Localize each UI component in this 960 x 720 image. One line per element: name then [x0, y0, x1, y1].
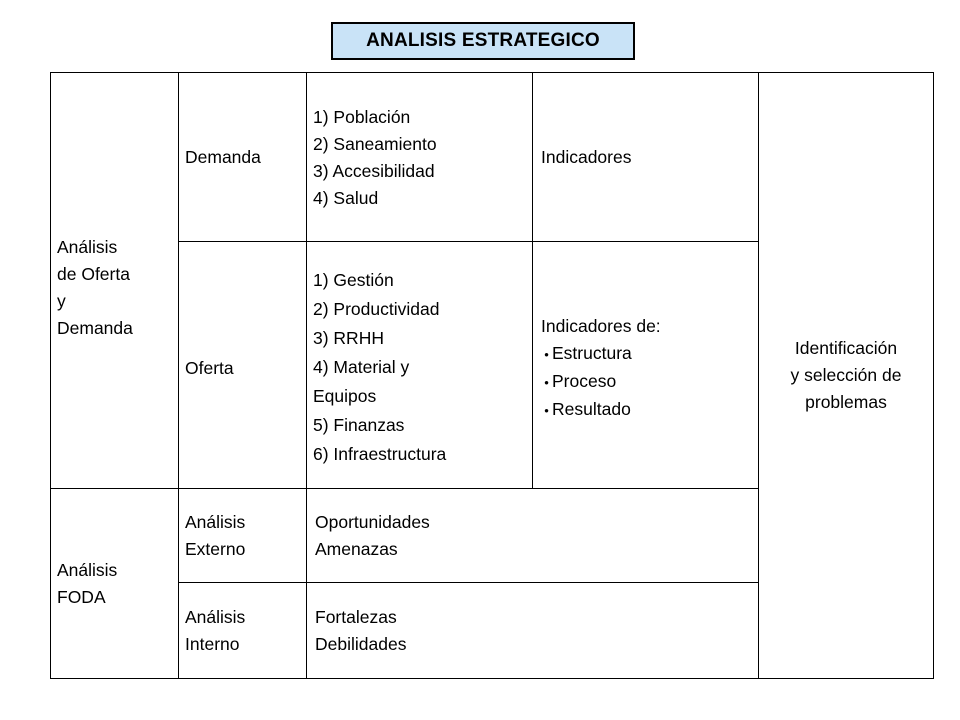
demanda-items: [307, 73, 532, 241]
row-label-oferta: [179, 242, 306, 488]
demanda-indicators: [533, 73, 758, 241]
group-foda-line: FODA: [57, 586, 106, 607]
row-label-interno: [179, 583, 306, 678]
demanda-item: 3) Accesibilidad: [313, 161, 435, 181]
bullet-icon: •: [544, 346, 549, 362]
oferta-item: 4) Material y: [313, 356, 410, 377]
row-label-demanda: [179, 73, 306, 241]
group-oferta-demanda-line: Demanda: [57, 317, 133, 338]
row-label-externo-line: Análisis: [185, 511, 246, 532]
row-label-externo-line: Externo: [185, 538, 246, 559]
row-label-oferta-text: Oferta: [185, 357, 234, 378]
oferta-items: [307, 242, 532, 488]
indicator-text: Resultado: [552, 398, 631, 419]
interno-item: Fortalezas: [315, 606, 397, 627]
interno-items: [307, 583, 758, 678]
oferta-indicators: [533, 242, 758, 488]
result-cell: [759, 73, 933, 678]
indicator-text: Proceso: [552, 370, 617, 391]
indicator-text: Estructura: [552, 342, 632, 363]
group-oferta-demanda-line: Análisis: [57, 236, 118, 257]
indicator-item-estructura: [541, 340, 661, 368]
oferta-item: 2) Productividad: [313, 298, 440, 319]
bullet-icon: •: [544, 402, 549, 418]
indicator-item-resultado: [541, 396, 661, 424]
table-bottom-border: [50, 678, 934, 679]
oferta-item: 6) Infraestructura: [313, 443, 447, 464]
row-label-externo: [179, 489, 306, 582]
demanda-item: 4) Salud: [313, 188, 379, 208]
demanda-item: 2) Saneamiento: [313, 134, 437, 154]
row-label-demanda-text: Demanda: [185, 146, 261, 167]
group-foda: [51, 489, 178, 678]
group-oferta-demanda: [51, 73, 178, 488]
oferta-item: Equipos: [313, 385, 377, 406]
table-right-border: [933, 72, 934, 679]
result-line: Identificación: [794, 338, 898, 358]
group-oferta-demanda-line: de Oferta: [57, 263, 130, 284]
diagram-title: ANALISIS ESTRATEGICO: [331, 22, 635, 60]
bullet-icon: •: [544, 374, 549, 390]
demanda-item: 1) Población: [313, 107, 411, 127]
oferta-item: 1) Gestión: [313, 269, 394, 290]
demanda-indicators-title: Indicadores: [541, 146, 632, 167]
externo-items: [307, 489, 758, 582]
oferta-item: 5) Finanzas: [313, 414, 405, 435]
result-line: problemas: [805, 392, 887, 412]
interno-item: Debilidades: [315, 633, 407, 654]
oferta-indicators-title: Indicadores de:: [541, 315, 661, 336]
row-label-interno-line: Análisis: [185, 606, 246, 627]
group-oferta-demanda-line: y: [57, 290, 66, 311]
indicator-item-proceso: [541, 368, 661, 396]
externo-item: Amenazas: [315, 538, 398, 559]
result-line: y selección de: [790, 365, 902, 385]
oferta-item: 3) RRHH: [313, 327, 384, 348]
group-foda-line: Análisis: [57, 559, 118, 580]
externo-item: Oportunidades: [315, 511, 430, 532]
row-label-interno-line: Interno: [185, 633, 240, 654]
